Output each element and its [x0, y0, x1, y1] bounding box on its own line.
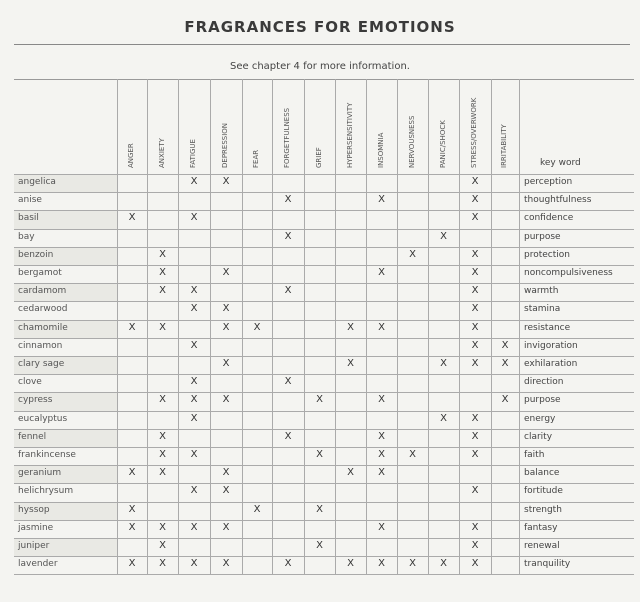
x-mark: X: [128, 503, 136, 515]
x-mark: X: [378, 267, 385, 278]
x-mark: X: [253, 503, 261, 515]
x-mark: X: [190, 521, 198, 533]
column-divider: [210, 79, 211, 574]
column-divider: [147, 79, 148, 574]
x-mark: X: [284, 194, 292, 206]
x-mark: X: [284, 430, 292, 442]
x-mark: X: [190, 303, 198, 315]
row-divider: [14, 465, 634, 466]
keyword-column-header: key word: [540, 158, 581, 168]
row-divider: [14, 574, 634, 575]
row-divider: [14, 320, 634, 321]
x-mark: X: [378, 467, 385, 479]
x-mark: X: [471, 303, 479, 315]
x-mark: X: [501, 394, 509, 406]
x-mark: X: [222, 485, 230, 497]
x-mark: X: [190, 376, 198, 388]
x-mark: X: [159, 248, 166, 260]
row-divider: [14, 356, 634, 357]
fragrance-name: cardamom: [18, 286, 67, 297]
column-header-grief: GRIEF: [314, 147, 323, 168]
x-mark: X: [409, 248, 416, 260]
x-mark: X: [378, 449, 385, 460]
fragrance-name: hyssop: [18, 504, 50, 515]
keyword-cell: tranquility: [524, 559, 571, 570]
fragrance-name: helichrysum: [18, 486, 74, 497]
keyword-cell: noncompulsiveness: [524, 268, 613, 278]
x-mark: X: [222, 303, 230, 315]
x-mark: X: [190, 212, 198, 224]
x-mark: X: [347, 321, 354, 333]
x-mark: X: [128, 558, 136, 570]
column-divider: [242, 79, 243, 574]
x-mark: X: [378, 194, 385, 206]
row-divider: [14, 392, 634, 393]
fragrance-name: basil: [18, 213, 39, 224]
column-header-fatigue: FATIGUE: [189, 139, 197, 168]
row-divider: [14, 411, 634, 412]
x-mark: X: [378, 558, 385, 570]
column-divider: [397, 79, 398, 574]
x-mark: X: [128, 521, 136, 533]
x-mark: X: [222, 267, 230, 278]
x-mark: X: [159, 394, 166, 406]
x-mark: X: [378, 430, 385, 442]
row-divider: [14, 447, 634, 448]
x-mark: X: [471, 521, 479, 533]
keyword-cell: exhilaration: [524, 359, 578, 369]
x-mark: X: [409, 449, 416, 460]
x-mark: X: [501, 358, 509, 369]
x-mark: X: [190, 485, 198, 497]
keyword-cell: purpose: [524, 231, 561, 242]
x-mark: X: [159, 267, 166, 278]
column-header-irritability: IRRITABILITY: [500, 124, 508, 168]
x-mark: X: [128, 467, 136, 479]
column-header-fear: FEAR: [252, 149, 260, 168]
column-divider: [304, 79, 305, 574]
fragrance-name: lavender: [18, 559, 58, 570]
x-mark: X: [222, 521, 230, 533]
keyword-cell: clarity: [524, 431, 553, 442]
x-mark: X: [222, 321, 230, 333]
fragrance-name: clary sage: [18, 359, 65, 369]
x-mark: X: [471, 212, 479, 224]
keyword-cell: balance: [524, 468, 560, 479]
subtitle: See chapter 4 for more information.: [230, 61, 410, 72]
row-divider: [14, 338, 634, 339]
column-divider: [459, 79, 460, 574]
fragrance-name: juniper: [18, 541, 50, 551]
page-title: FRAGRANCES FOR EMOTIONS: [184, 18, 456, 36]
column-divider: [272, 79, 273, 574]
x-mark: X: [471, 176, 479, 187]
column-header-nervousness: NERVOUSNESS: [407, 115, 416, 168]
fragrance-name: cinnamon: [18, 340, 63, 351]
x-mark: X: [347, 467, 354, 479]
row-divider: [14, 556, 634, 557]
fragrance-name: anise: [18, 195, 42, 206]
x-mark: X: [471, 339, 479, 351]
row-divider: [14, 538, 634, 539]
x-mark: X: [128, 212, 136, 224]
x-mark: X: [159, 430, 166, 442]
x-mark: X: [471, 558, 479, 570]
keyword-cell: thoughtfulness: [524, 195, 592, 206]
column-header-panic-shock: PANIC/SHOCK: [438, 120, 447, 168]
keyword-cell: purpose: [524, 395, 561, 406]
row-divider: [14, 247, 634, 248]
column-divider: [366, 79, 367, 574]
x-mark: X: [316, 394, 323, 406]
row-divider: [14, 265, 634, 266]
row-divider: [14, 429, 634, 430]
x-mark: X: [190, 449, 198, 460]
x-mark: X: [190, 285, 198, 297]
x-mark: X: [159, 540, 166, 551]
keyword-cell: fortitude: [524, 486, 563, 497]
row-divider: [14, 301, 634, 302]
fragrance-name: fennel: [18, 431, 47, 442]
column-divider: [428, 79, 429, 574]
x-mark: X: [190, 176, 198, 187]
row-divider: [14, 229, 634, 230]
fragrance-name: benzoin: [18, 249, 54, 260]
x-mark: X: [159, 449, 166, 460]
x-mark: X: [159, 467, 166, 479]
fragrance-name: cedarwood: [18, 304, 68, 315]
x-mark: X: [222, 176, 230, 187]
keyword-cell: perception: [524, 177, 573, 187]
x-mark: X: [471, 285, 479, 297]
x-mark: X: [159, 321, 166, 333]
row-divider: [14, 283, 634, 284]
row-divider: [14, 502, 634, 503]
row-divider: [14, 520, 634, 521]
keyword-cell: warmth: [524, 286, 559, 297]
x-mark: X: [284, 376, 292, 388]
keyword-cell: confidence: [524, 213, 574, 224]
x-mark: X: [471, 540, 479, 551]
column-header-forgetfulness: FORGETFULNESS: [283, 107, 291, 168]
x-mark: X: [284, 230, 292, 242]
x-mark: X: [159, 285, 166, 297]
column-divider: [178, 79, 179, 574]
keyword-cell: direction: [524, 377, 564, 388]
x-mark: X: [471, 412, 479, 424]
column-header-anxiety: ANXIETY: [157, 138, 166, 168]
fragrance-name: angelica: [18, 177, 56, 187]
column-divider: [519, 79, 520, 574]
x-mark: X: [378, 321, 385, 333]
fragrance-name: bergamot: [18, 268, 62, 278]
x-mark: X: [471, 194, 479, 206]
column-divider: [335, 79, 336, 574]
x-mark: X: [159, 521, 166, 533]
x-mark: X: [440, 558, 447, 570]
keyword-cell: invigoration: [524, 340, 578, 351]
row-divider: [14, 210, 634, 211]
fragrance-name: clove: [18, 377, 42, 388]
x-mark: X: [222, 358, 230, 369]
x-mark: X: [471, 321, 479, 333]
fragrance-name: chamomile: [18, 322, 68, 333]
column-header-hypersensitivity: HYPERSENSITIVITY: [345, 102, 354, 168]
x-mark: X: [471, 449, 479, 460]
keyword-cell: energy: [524, 413, 556, 424]
column-header-depression: DEPRESSION: [221, 122, 229, 168]
x-mark: X: [190, 394, 198, 406]
row-divider: [14, 374, 634, 375]
x-mark: X: [316, 503, 323, 515]
x-mark: X: [284, 285, 292, 297]
row-divider: [14, 192, 634, 193]
fragrance-name: cypress: [18, 395, 53, 406]
x-mark: X: [440, 230, 447, 242]
x-mark: X: [316, 449, 323, 460]
keyword-cell: resistance: [524, 322, 571, 333]
column-divider: [491, 79, 492, 574]
x-mark: X: [471, 248, 479, 260]
x-mark: X: [347, 358, 354, 369]
x-mark: X: [222, 467, 230, 479]
x-mark: X: [284, 558, 292, 570]
fragrance-name: jasmine: [18, 522, 54, 533]
x-mark: X: [316, 540, 323, 551]
x-mark: X: [471, 358, 479, 369]
keyword-cell: protection: [524, 249, 570, 260]
x-mark: X: [440, 412, 447, 424]
x-mark: X: [190, 339, 198, 351]
x-mark: X: [159, 558, 166, 570]
x-mark: X: [347, 558, 354, 570]
column-divider: [117, 79, 118, 574]
x-mark: X: [471, 267, 479, 278]
column-header-insomnia: INSOMNIA: [376, 132, 385, 168]
x-mark: X: [471, 485, 479, 497]
x-mark: X: [222, 394, 230, 406]
x-mark: X: [409, 558, 416, 570]
x-mark: X: [222, 558, 230, 570]
x-mark: X: [190, 558, 198, 570]
keyword-cell: stamina: [524, 304, 561, 315]
x-mark: X: [501, 339, 509, 351]
column-header-anger: ANGER: [127, 143, 135, 168]
keyword-cell: faith: [524, 450, 545, 460]
x-mark: X: [440, 358, 447, 369]
x-mark: X: [128, 321, 136, 333]
column-header-stress-overwork: STRESS/OVERWORK: [470, 97, 478, 168]
row-divider: [14, 483, 634, 484]
x-mark: X: [253, 321, 261, 333]
fragrance-name: frankincense: [18, 450, 76, 460]
fragrance-name: eucalyptus: [18, 413, 68, 424]
x-mark: X: [378, 521, 385, 533]
x-mark: X: [190, 412, 198, 424]
keyword-cell: fantasy: [524, 522, 558, 533]
fragrance-name: geranium: [18, 468, 62, 479]
fragrance-name: bay: [18, 231, 35, 242]
keyword-cell: strength: [524, 504, 562, 515]
keyword-cell: renewal: [524, 541, 560, 551]
row-divider: [14, 174, 634, 175]
x-mark: X: [471, 430, 479, 442]
x-mark: X: [378, 394, 385, 406]
